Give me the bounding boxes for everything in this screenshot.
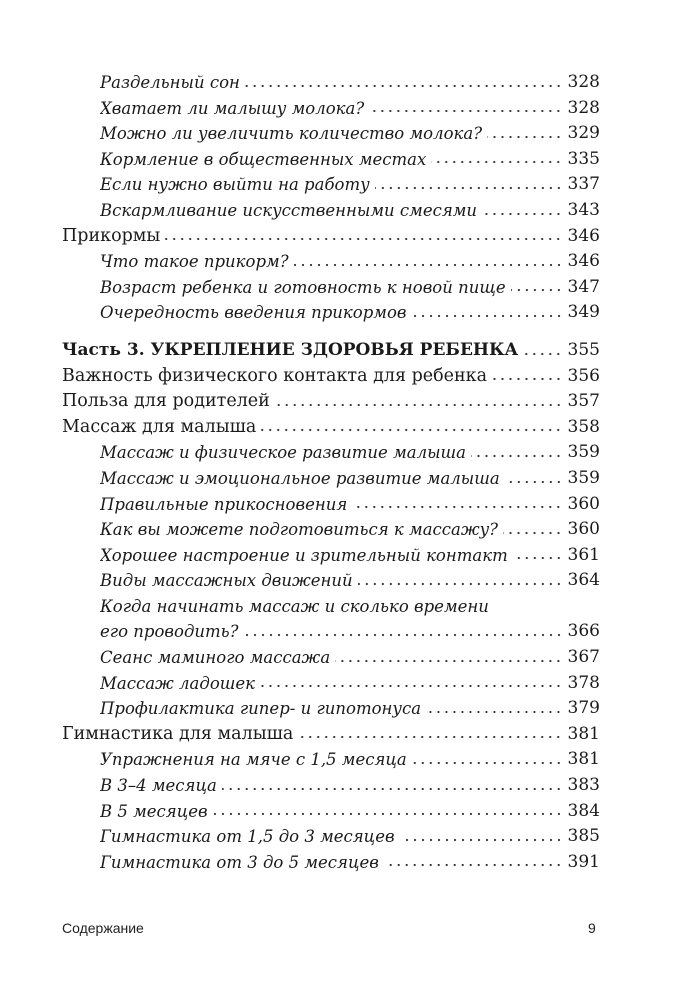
toc-entry — [62, 96, 600, 122]
toc-entry-title: Возраст ребенка и готовность к новой пище — [100, 277, 506, 297]
toc-entry-title: Очередность введения прикормов — [100, 303, 407, 323]
toc-entry-title: Профилактика гипер- и гипотонуса — [100, 699, 422, 719]
toc-entry-page: 346 — [567, 225, 600, 246]
toc-dot-leader — [222, 785, 563, 793]
toc-entry-title: Массаж и эмоциональное развитие малыша — [100, 468, 500, 488]
toc-entry-title: Польза для родителей — [62, 391, 270, 412]
toc-dot-leader — [245, 82, 563, 90]
toc-entry-title: Сеанс маминого массажа — [100, 648, 331, 668]
footer-page-number: 9 — [588, 920, 596, 936]
toc-entry-page: 355 — [567, 339, 600, 360]
toc-entry-page: 343 — [567, 199, 600, 220]
toc-entry-title-continued: его проводить? — [100, 622, 239, 642]
toc-dot-leader — [358, 580, 563, 588]
toc-entry — [62, 275, 600, 301]
toc-entry — [62, 415, 600, 441]
toc-entry-page: 328 — [567, 72, 600, 92]
toc-entry — [62, 172, 600, 198]
toc-entry-title: Массаж ладошек — [100, 673, 256, 693]
toc-entry-page: 364 — [567, 570, 600, 591]
toc-dot-leader — [352, 503, 562, 511]
toc-dot-leader — [375, 184, 563, 192]
toc-entry — [62, 645, 600, 671]
toc-entry-page: 381 — [567, 749, 600, 770]
toc-entry — [62, 224, 600, 250]
toc-entry — [62, 517, 600, 543]
toc-entry-title: Можно ли увеличить количество молока? — [100, 124, 483, 144]
toc-dot-leader — [523, 350, 562, 358]
toc-entry-page: 359 — [567, 442, 600, 463]
toc-entry — [62, 147, 600, 173]
toc-dot-leader — [275, 401, 563, 409]
toc-entry-title: Раздельный сон — [100, 73, 240, 92]
toc-entry-page: 367 — [567, 647, 600, 668]
toc-dot-leader — [431, 158, 562, 166]
toc-entry-page: 379 — [567, 698, 600, 719]
toc-entry-page: 360 — [567, 519, 600, 540]
toc-entry — [62, 249, 600, 275]
toc-entry — [62, 850, 600, 876]
toc-entry-title: Что такое прикорм? — [100, 252, 289, 272]
toc-entry — [62, 594, 600, 645]
toc-entry-title: Важность физического контакта для ребенка — [62, 365, 488, 386]
toc-dot-leader — [369, 107, 562, 115]
toc-entry-title: Хорошее настроение и зрительный контакт — [100, 545, 508, 565]
toc-entry-title: Как вы можете подготовиться к массажу? — [100, 520, 499, 540]
toc-entry-page: 356 — [567, 365, 600, 386]
toc-entry-page: 361 — [567, 544, 600, 565]
toc-entry-page: 383 — [567, 775, 600, 796]
toc-entry-page: 391 — [567, 851, 600, 872]
toc-entry — [62, 466, 600, 492]
toc-entry-title: Хватает ли малышу молока? — [100, 98, 365, 118]
toc-entry-title: Когда начинать массаж и сколько времени — [100, 596, 489, 616]
toc-entry — [62, 543, 600, 569]
toc-entry-page: 385 — [567, 826, 600, 847]
toc-dot-leader — [384, 861, 563, 869]
toc-entry-title: В 3–4 месяца — [100, 776, 217, 796]
toc-entry-title: Гимнастика от 1,5 до 3 месяцев — [100, 827, 395, 847]
toc-entry-page: 346 — [567, 251, 600, 272]
toc-dot-leader — [505, 478, 563, 486]
toc-entry-page: 384 — [567, 800, 600, 821]
toc-entry — [62, 696, 600, 722]
toc-entry-page: 381 — [567, 723, 600, 744]
toc-entry-title: Массаж для малыша — [62, 416, 257, 437]
toc-entry-title: Массаж и физическое развитие малыша — [100, 443, 466, 463]
toc-dot-leader — [487, 133, 562, 141]
toc-dot-leader — [294, 261, 563, 269]
toc-dot-leader — [412, 312, 563, 320]
toc-entry — [62, 492, 600, 518]
toc-entry-title: Часть 3. УКРЕПЛЕНИЕ ЗДОРОВЬЯ РЕБЕНКА — [62, 339, 519, 360]
toc-entry-page: 329 — [567, 123, 600, 144]
toc-entry-title: Кормление в общественных местах — [100, 149, 427, 169]
toc-entry-page: 358 — [567, 416, 600, 437]
toc-entry-page: 366 — [567, 621, 600, 642]
toc-dot-leader — [335, 657, 562, 665]
toc-dot-leader — [244, 631, 563, 639]
toc-dot-leader — [511, 286, 563, 294]
toc-dot-leader — [426, 708, 562, 716]
toc-dot-leader — [492, 375, 562, 383]
toc-dot-leader — [298, 733, 562, 741]
toc-entry — [62, 70, 600, 96]
toc-entry-title: Если нужно выйти на работу — [100, 175, 370, 195]
toc-entry — [62, 338, 600, 364]
toc-entry-page: 337 — [567, 174, 600, 195]
toc-entry-title: Гимнастика для малыша — [62, 723, 294, 744]
toc-entry — [62, 440, 600, 466]
toc-dot-leader — [213, 810, 563, 818]
toc-entry-title: Упражнения на мяче с 1,5 месяца — [100, 750, 407, 770]
toc-entry-page: 360 — [567, 493, 600, 514]
toc-entry-page: 328 — [567, 97, 600, 118]
toc-entry-page: 347 — [567, 276, 600, 297]
toc-entry — [62, 773, 600, 799]
toc-entry — [62, 364, 600, 390]
toc-entry-title: Гимнастика от 3 до 5 месяцев — [100, 852, 379, 872]
toc-entry — [62, 799, 600, 825]
toc-entry-title: Вскармливание искусственными смесями — [100, 200, 478, 220]
toc-entry-title: Виды массажных движений — [100, 571, 353, 591]
toc-entry — [62, 722, 600, 748]
footer-section-title: Содержание — [62, 920, 144, 936]
toc-dot-leader — [165, 235, 562, 243]
toc-dot-leader — [260, 682, 563, 690]
toc-dot-leader — [471, 452, 563, 460]
toc-entry-title: Прикормы — [62, 225, 161, 246]
toc-entry — [62, 671, 600, 697]
toc-entry — [62, 389, 600, 415]
toc-dot-leader — [261, 426, 562, 434]
toc-entry-title: Правильные прикосновения — [100, 494, 348, 514]
toc-entry — [62, 198, 600, 224]
toc-dot-leader — [400, 836, 563, 844]
toc-entry-page: 349 — [567, 302, 600, 323]
toc-entry-page: 359 — [567, 467, 600, 488]
toc-entry-title: В 5 месяцев — [100, 801, 208, 821]
toc-entry — [62, 121, 600, 147]
toc-entry-page: 378 — [567, 672, 600, 693]
toc-entry — [62, 747, 600, 773]
toc-dot-leader — [412, 759, 563, 767]
toc-entry-page: 357 — [567, 391, 600, 412]
toc-entry — [62, 824, 600, 850]
toc-dot-leader — [513, 554, 563, 562]
toc-dot-leader — [503, 529, 563, 537]
toc-entry — [62, 300, 600, 326]
toc-entry — [62, 568, 600, 594]
toc-entry-page: 335 — [567, 148, 600, 169]
toc-dot-leader — [482, 210, 562, 218]
table-of-contents — [62, 70, 600, 875]
